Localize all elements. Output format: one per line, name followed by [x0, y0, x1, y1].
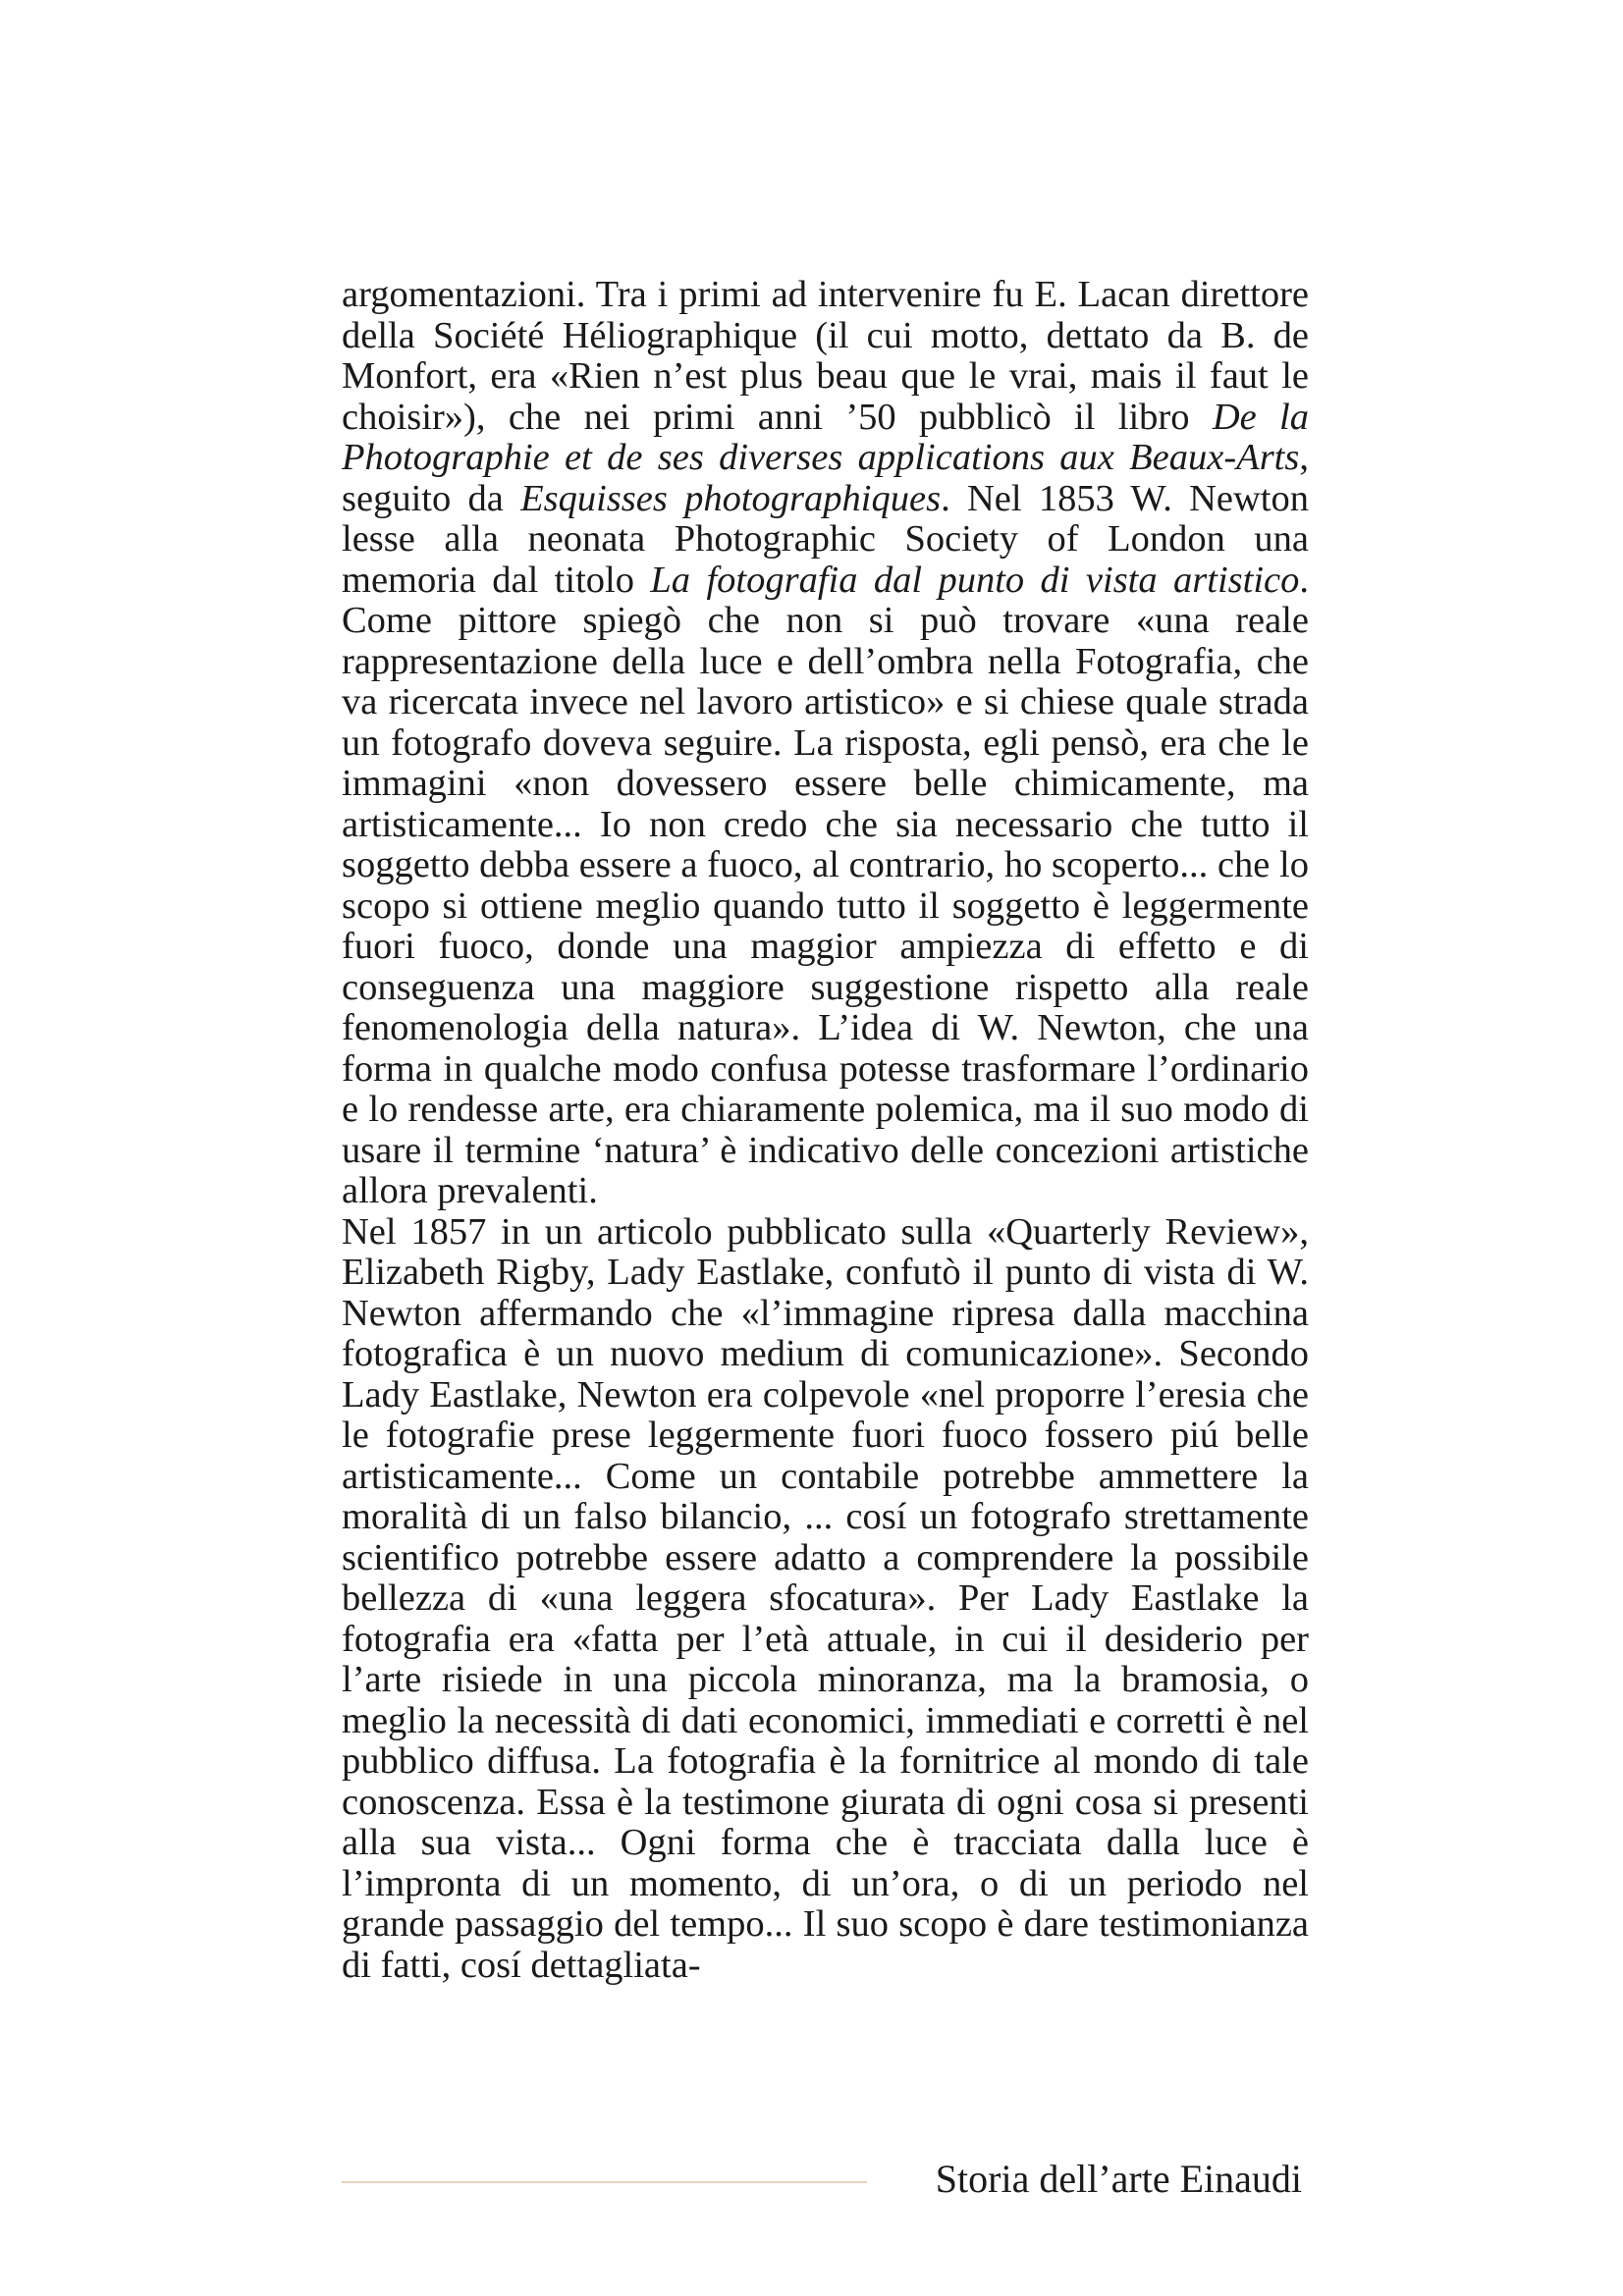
paragraph-1-text-4: . Come pittore spiegò che non si può trovare «una reale rappresentazione della luce e dell’ombra nella Fotografia, che va ricercata invece nel lavoro artistico» e si chiese quale strada un fotografo doveva seguire. La risposta, egli pensò, era che le immagini «non dovessero essere belle chimicamente, ma artisticamente... Io non credo che sia necessario che tutto il soggetto debba essere a fuoco, al contrario, ho scoperto... che lo scopo si ottiene meglio quando tutto il soggetto è leggermente fuori fuoco, donde una maggior ampiezza di effetto e di conseguenza una maggiore suggestione rispetto alla reale fenomenologia della natura». L’idea di W. Newton, che una forma in qualche modo confusa potesse trasformare l’ordinario e lo rendesse arte, era chiaramente polemica, ma il suo modo di usare il termine ‘natura’ è indicativo delle concezioni artistiche allora prevalenti.	[342, 559, 1309, 1211]
book-title-esquisses: Esquisses photographiques	[520, 477, 942, 519]
memoir-title: La fotografia dal punto di vista artistico	[650, 559, 1300, 601]
body-text	[342, 275, 1309, 1986]
book-title-de-la-photographie: De la Photographie et de ses diverses applications aux Beaux-Arts	[342, 396, 1310, 478]
footer-publisher-label: Storia dell’arte Einaudi	[935, 2157, 1302, 2201]
paragraph-newton	[342, 275, 1309, 1212]
paragraph-1-text-1: argomentazioni. Tra i primi ad intervenire fu E. Lacan direttore della Société Héliographique (il cui motto, dettato da B. de Monfort, era «Rien n’est plus beau que le vrai, mais il faut le choisir»), che nei primi anni ’50 pubblicò il libro	[342, 274, 1309, 438]
paragraph-eastlake: Nel 1857 in un articolo pubblicato sulla «Quarterly Review», Elizabeth Rigby, Lady Eastlake, confutò il punto di vista di W. Newton affermando che «l’immagine ripresa dalla macchina fotografica è un nuovo medium di comunicazione». Secondo Lady Eastlake, Newton era colpevole «nel proporre l’eresia che le fotografie prese leggermente fuori fuoco fossero piú belle artisticamente... Come un contabile potrebbe ammettere la moralità di un falso bilancio, ... cosí un fotografo strettamente scientifico potrebbe essere adatto a comprendere la possibile bellezza di «una leggera sfocatura». Per Lady Eastlake la fotografia era «fatta per l’età attuale, in cui il desiderio per l’arte risiede in una piccola minoranza, ma la bramosia, o meglio la necessità di dati economici, immediati e corretti è nel pubblico diffusa. La fotografia è la fornitrice al mondo di tale conoscenza. Essa è la testimone giurata di ogni cosa si presenti alla sua vista... Ogni forma che è tracciata dalla luce è l’impronta di un momento, di un’ora, o di un periodo nel grande passaggio del tempo... Il suo scopo è dare testimonianza di fatti, cosí dettagliata-	[342, 1210, 1309, 1986]
paragraph-1-text-3: . Nel 1853 W. Newton lesse alla neonata Photographic Society of London una memoria dal titolo	[342, 477, 1309, 601]
paragraph-1-text-2: , seguito da	[342, 437, 1309, 519]
footer-rule	[342, 2181, 867, 2183]
